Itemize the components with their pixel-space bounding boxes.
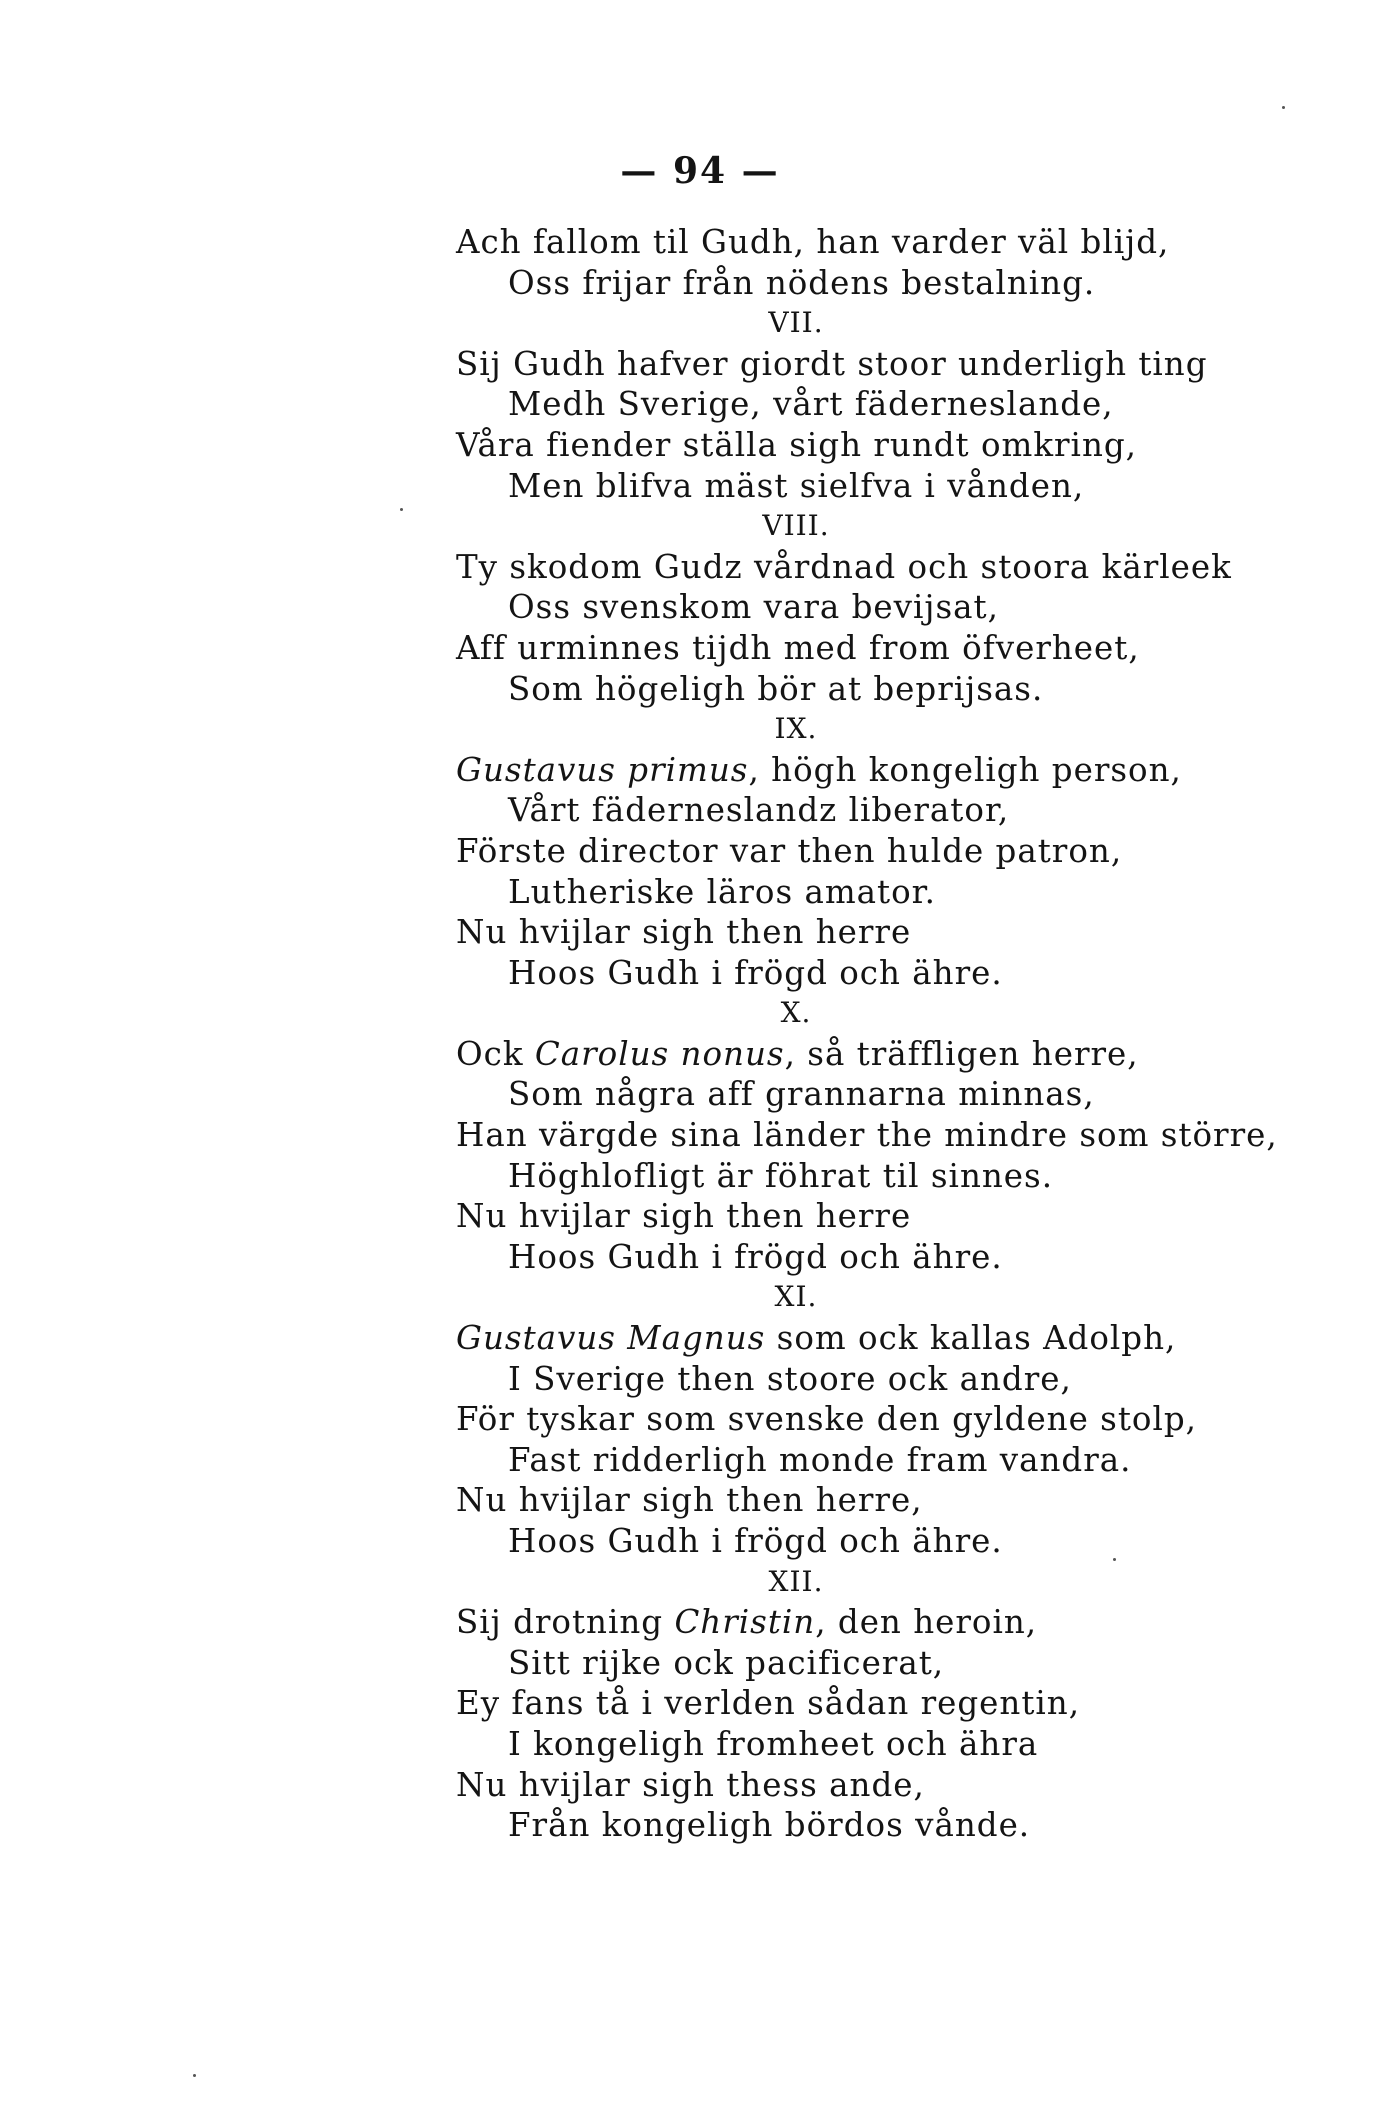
- stanza-numeral: X.: [780, 996, 812, 1030]
- poem-line: Som högeligh bör at beprijsas.: [508, 669, 1044, 708]
- poem-line: Nu hvijlar sigh then herre: [456, 913, 912, 952]
- poem-line: Lutheriske läros amator.: [508, 872, 936, 911]
- stanza-numeral: XII.: [768, 1564, 824, 1598]
- poem-line: Våra fiender ställa sigh rundt omkring,: [456, 425, 1138, 464]
- italic-name: Christin: [674, 1603, 816, 1642]
- line-rest: , den heroin,: [815, 1603, 1038, 1642]
- poem-line: Oss frijar från nödens bestalning.: [508, 263, 1096, 302]
- poem-line: Oss svenskom vara bevijsat,: [508, 588, 999, 627]
- line-prefix: Ock: [456, 1034, 535, 1073]
- poem-line: [456, 750, 1216, 791]
- poem-line: Nu hvijlar sigh then herre: [456, 1197, 912, 1236]
- poem-line: Förste director var then hulde patron,: [456, 831, 1123, 870]
- page-number: — 94 —: [620, 150, 780, 192]
- italic-name: Carolus nonus: [534, 1034, 785, 1073]
- poem-line: Han värgde sina länder the mindre som större,: [456, 1116, 1278, 1155]
- poem-line: Ach fallom til Gudh, han varder väl blijd,: [456, 223, 1170, 261]
- italic-name: Gustavus Magnus: [456, 1319, 766, 1358]
- print-speck: [400, 508, 403, 511]
- poem-line: Höghlofligt är föhrat til sinnes.: [508, 1156, 1054, 1195]
- line-rest: , så träffligen herre,: [784, 1034, 1139, 1073]
- poem-line: Hoos Gudh i frögd och ähre.: [508, 1522, 1003, 1560]
- poem-line: Ty skodom Gudz vårdnad och stoora kärleek: [456, 547, 1232, 586]
- poem-line: Hoos Gudh i frögd och ähre.: [508, 1237, 1003, 1276]
- poem-line: Som några aff grannarna minnas,: [508, 1075, 1095, 1114]
- poem-line: Sij Gudh hafver giordt stoor underligh ting: [456, 344, 1208, 383]
- poem-line: För tyskar som svenske den gyldene stolp,: [456, 1400, 1198, 1439]
- italic-name: Gustavus primus: [456, 750, 749, 789]
- poem-line: Men blifva mäst sielfva i vånden,: [508, 466, 1085, 505]
- poem-line: [456, 1602, 1216, 1643]
- poem-line: Aff urminnes tijdh med from öfverheet,: [456, 628, 1140, 667]
- print-speck: [1282, 106, 1285, 109]
- line-rest: , högh kongeligh person,: [748, 750, 1182, 789]
- stanza-numeral: IX.: [774, 712, 818, 746]
- poem-line: [456, 1318, 1216, 1359]
- poem-line: Hoos Gudh i frögd och ähre.: [508, 953, 1003, 992]
- poem-line: I Sverige then stoore ock andre,: [508, 1359, 1072, 1398]
- poem-line: Nu hvijlar sigh then herre,: [456, 1481, 923, 1520]
- poem-line: [456, 1034, 1216, 1075]
- stanza-numeral: VII.: [768, 306, 824, 340]
- poem-line: I kongeligh fromheet och ähra: [508, 1724, 1039, 1763]
- print-speck: [1113, 1558, 1116, 1561]
- print-speck: [193, 2074, 196, 2077]
- poem-text: [456, 222, 1278, 1846]
- poem-line: Från kongeligh bördos vånde.: [508, 1806, 1031, 1845]
- poem-line: Nu hvijlar sigh thess ande,: [456, 1765, 925, 1804]
- stanza-numeral: XI.: [774, 1280, 818, 1314]
- poem-line: Ey fans tå i verlden sådan regentin,: [456, 1684, 1081, 1723]
- poem-line: Vårt fäderneslandz liberator,: [508, 791, 1010, 830]
- line-prefix: Sij drotning: [456, 1603, 675, 1642]
- poem-line: Fast ridderligh monde fram vandra.: [508, 1440, 1132, 1479]
- stanza-numeral: VIII.: [762, 509, 830, 543]
- poem-line: Sitt rijke ock pacificerat,: [508, 1643, 945, 1682]
- line-rest: som ock kallas Adolph,: [765, 1319, 1177, 1358]
- poem-line: Medh Sverige, vårt fäderneslande,: [508, 385, 1114, 424]
